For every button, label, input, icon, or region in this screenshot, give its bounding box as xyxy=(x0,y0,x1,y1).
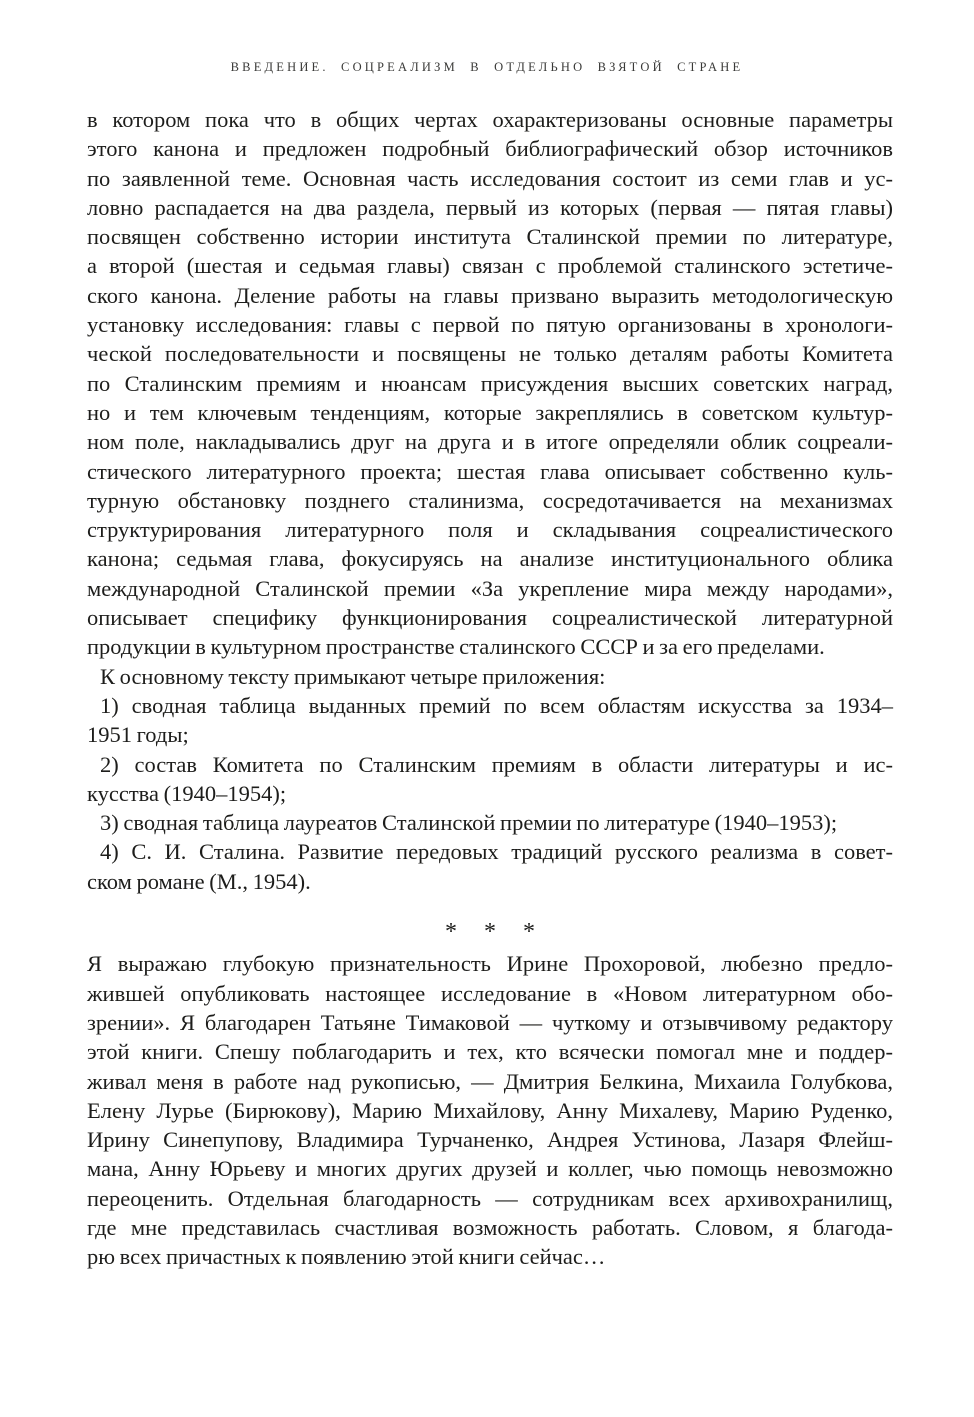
text-line: ского канона. Деление работы на главы призвано выразить методологическую xyxy=(87,282,893,308)
text-line: международной Сталинской премии «За укрепление мира между народами», xyxy=(87,575,893,601)
text-line: Елену Лурье (Бирюкову), Марию Михайлову, Анну Михалеву, Марию Руденко, xyxy=(87,1097,893,1123)
text-line: структурирования литературного поля и складывания соцреалистического xyxy=(87,517,893,543)
text-line: посвящен собственно истории института Сталинской премии по литературе, xyxy=(87,224,893,250)
text-line: мана, Анну Юрьеву и многих других друзей и коллег, чью помощь невозможно xyxy=(87,1156,893,1182)
text-line: К основному тексту примыкают четыре приложения: xyxy=(100,663,606,689)
section-separator xyxy=(87,911,893,946)
text-line: продукции в культурном пространстве сталинского СССР и за его пределами. xyxy=(87,634,825,660)
text-line: турную обстановку позднего сталинизма, сосредотачивается на механизмах xyxy=(87,487,893,513)
text-line: ческой последовательности и посвящены не только деталям работы Комитета xyxy=(87,341,893,367)
text-line: этой книги. Спешу поблагодарить и тех, кто всячески помогал мне и поддер- xyxy=(87,1039,893,1065)
text-line: 3) сводная таблица лауреатов Сталинской премии по литературе (1940–1953); xyxy=(100,810,838,836)
text-line: ловно распадается на два раздела, первый из которых (первая — пятая главы) xyxy=(87,194,893,220)
paragraph xyxy=(87,662,893,691)
running-head: ВВЕДЕНИЕ. СОЦРЕАЛИЗМ В ОТДЕЛЬНО ВЗЯТОЙ СТРАНЕ xyxy=(230,60,744,74)
text-column xyxy=(87,105,893,1272)
text-line: установку исследования: главы с первой по пятую организованы в хронологи- xyxy=(87,312,893,338)
text-line: где мне представилась счастливая возможность работать. Словом, я благода- xyxy=(87,1214,893,1240)
paragraph xyxy=(87,750,893,809)
text-line: рю всех причастных к появлению этой книги сейчас… xyxy=(87,1244,606,1270)
text-line: 1) сводная таблица выданных премий по всем областям искусства за 1934– xyxy=(100,692,893,718)
paragraph xyxy=(87,949,893,1271)
paragraph xyxy=(87,808,893,837)
text-line: по Сталинским премиям и нюансам присуждения высших советских наград, xyxy=(87,370,893,396)
stars-glyphs: * * * xyxy=(445,919,546,946)
text-line: по заявленной теме. Основная часть исследования состоит из семи глав и ус- xyxy=(87,165,893,191)
text-line: Ирину Синепупову, Владимира Турчаненко, Андрея Устинова, Лазаря Флейш- xyxy=(87,1127,893,1153)
text-line: зрении». Я благодарен Татьяне Тимаковой — чуткому и отзывчивому редактору xyxy=(87,1009,893,1035)
text-line: а второй (шестая и седьмая главы) связан с проблемой сталинского эстетиче- xyxy=(87,253,893,279)
text-line: Я выражаю глубокую признательность Ирине Прохоровой, любезно предло- xyxy=(87,951,893,977)
text-line: жившей опубликовать настоящее исследование в «Новом литературном обо- xyxy=(87,980,893,1006)
text-line: описывает специфику функционирования соцреалистической литературной xyxy=(87,605,893,631)
paragraph xyxy=(87,837,893,896)
paragraph xyxy=(87,691,893,750)
text-line: кусства (1940–1954); xyxy=(87,780,287,806)
text-line: 2) состав Комитета по Сталинским премиям в области литературы и ис- xyxy=(100,751,893,777)
paragraph xyxy=(87,105,893,662)
text-line: стического литературного проекта; шестая глава описывает собственно куль- xyxy=(87,458,893,484)
text-line: переоценить. Отдельная благодарность — сотрудникам всех архивохранилищ, xyxy=(87,1185,893,1211)
text-line: канона; седьмая глава, фокусируясь на анализе институционального облика xyxy=(87,546,893,572)
text-line: ном поле, накладывались друг на друга и в итоге определяли облик соцреали- xyxy=(87,429,893,455)
text-line: 4) С. И. Сталина. Развитие передовых традиций русского реализма в совет- xyxy=(100,839,893,865)
text-line: в котором пока что в общих чертах охарактеризованы основные параметры xyxy=(87,107,893,132)
text-line: этого канона и предложен подробный библиографический обзор источников xyxy=(87,136,893,162)
text-line: 1951 годы; xyxy=(87,722,189,748)
text-line: живал меня в работе над рукописью, — Дмитрия Белкина, Михаила Голубкова, xyxy=(87,1068,893,1094)
text-line: ском романе (М., 1954). xyxy=(87,868,311,894)
text-line: но и тем ключевым тенденциям, которые закреплялись в советском культур- xyxy=(87,399,893,425)
